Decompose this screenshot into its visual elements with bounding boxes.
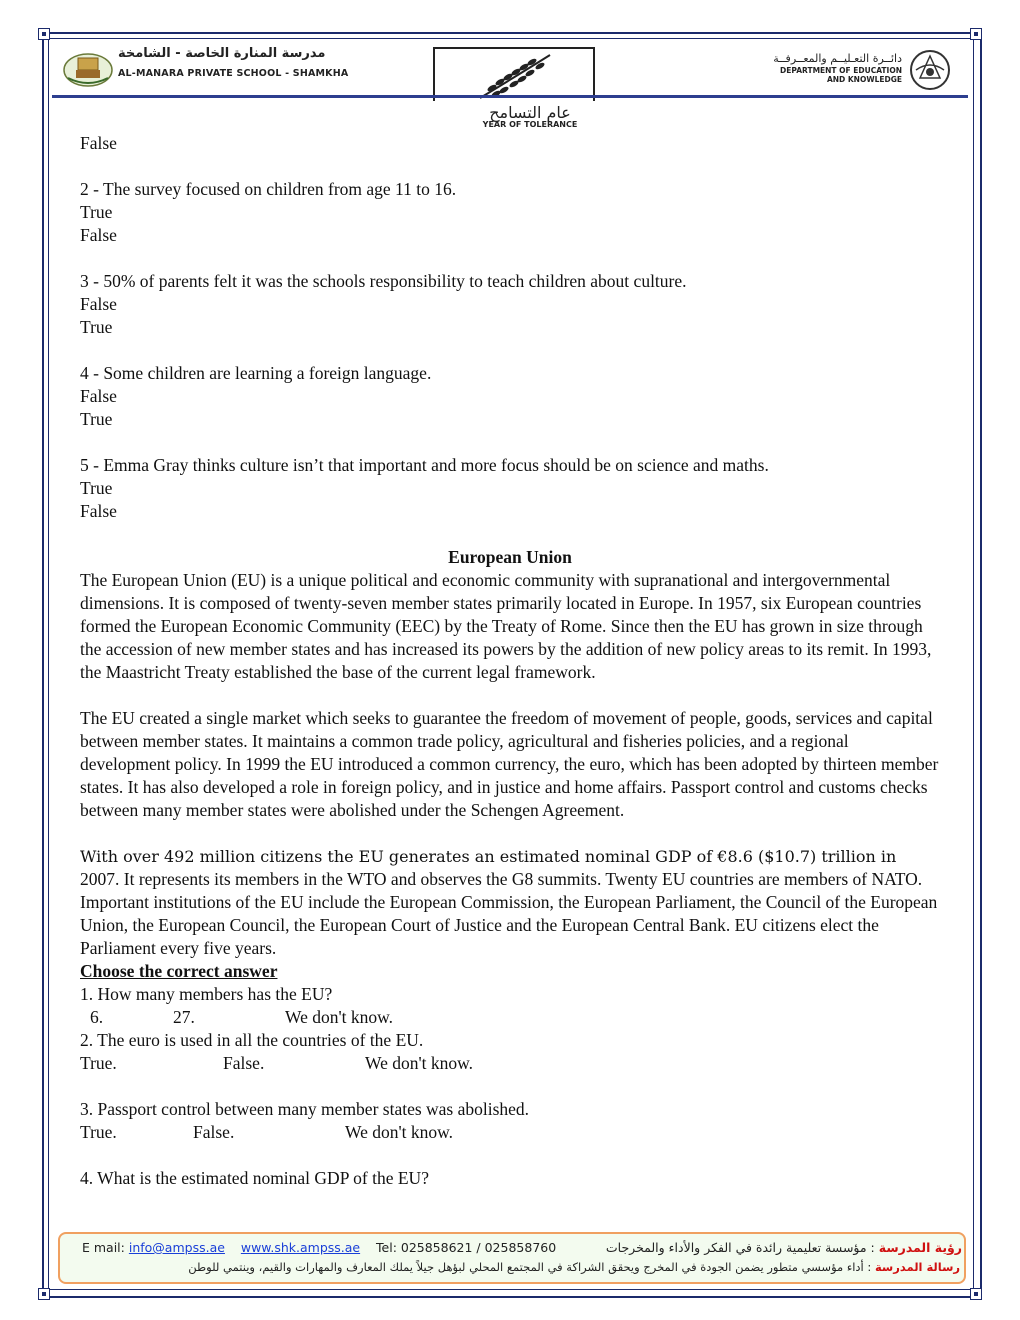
quiz-option: False [80,294,117,314]
article-title: European Union [448,547,572,567]
email-link[interactable]: info@ampss.ae [128,1240,225,1255]
answer-option: True. [80,1122,117,1142]
exercise-question-3: 3. Passport control between many member states was abolished. [80,1099,530,1119]
exercise-options-2 [80,1052,940,1075]
department-name-english-2: AND KNOWLEDGE [826,75,902,84]
exercise-question-1: 1. How many members has the EU? [80,984,333,1004]
corner-ornament [970,1288,982,1300]
article-paragraph-3: 2007. It represents its members in the WTO and observes the G8 summits. Twenty EU countries are members of NATO. Important institutions of the EU include the European Commission, the European Parliament, the Council of the European Union, the European Council, the European Court of Justice and the European Central Bank. EU citizens elect the Parliament every five years. [80,869,938,958]
telephone: Tel: 025858621 / 025858760 [376,1240,557,1255]
email-label: E mail: [82,1240,125,1255]
answer-option: False. [193,1122,235,1142]
quiz-option: True [80,202,113,222]
website-link[interactable]: www.shk.ampss.ae [240,1240,361,1255]
exercise-options-1 [80,1006,940,1029]
corner-ornament [38,28,50,40]
ghaf-tree-icon [470,50,560,100]
quiz-option: True [80,317,113,337]
school-vision [606,1240,962,1255]
year-of-tolerance-english: YEAR OF TOLERANCE [482,120,578,129]
header-divider [52,95,968,98]
mission-label: رسالة المدرسة [874,1260,960,1274]
school-mission [60,1260,960,1274]
quiz-question: 2 - The survey focused on children from age 11 to 16. [80,179,457,199]
quiz-question: 5 - Emma Gray thinks culture isn’t that important and more focus should be on science and maths. [80,455,769,475]
corner-ornament [38,1288,50,1300]
quiz-option: False [80,225,117,245]
article-paragraph-1: The European Union (EU) is a unique political and economic community with supranational and intergovernmental dimensions. It is composed of twenty-seven member states primarily located in Europe. In 1957, six European countries formed the European Economic Community (EEC) by the Treaty of Rome. Since then the EU has grown in size through the accession of new member states and has increased its powers by the addition of new policy areas to its remit. In 1993, the Maastricht Treaty established the base of the current legal framework. [80,570,932,682]
department-name-arabic: دائــرة التعـليــم والمعــرفــة [773,52,902,65]
article-paragraph-2: The EU created a single market which seeks to guarantee the freedom of movement of people, goods, services and capital between member states. It maintains a common trade policy, agricultural and fisheries policies, and a regional development policy. In 1999 the EU introduced a common currency, the euro, which has been adopted by thirteen member states. It has also developed a role in foreign policy, and in justice and home affairs. Passport control and customs checks between many member states were abolished under the Schengen Agreement. [80,708,939,820]
corner-ornament [970,28,982,40]
answer-option: We don't know. [365,1053,474,1073]
answer-option: We don't know. [345,1122,454,1142]
answer-option: True. [80,1053,117,1073]
article-paragraph-3-first-line: With over 492 million citizens the EU generates an estimated nominal GDP of €8.6 ($10.7) trillion in [80,847,897,866]
answer-option: We don't know. [285,1007,394,1027]
exercise-question-2: 2. The euro is used in all the countries of the EU. [80,1030,424,1050]
q1-option-false: False [80,133,117,153]
page-content [80,132,940,1190]
answer-option: 6. [90,1007,104,1027]
year-of-tolerance-arabic: عام التسامح [489,103,571,122]
quiz-option: True [80,478,113,498]
quiz-question: 4 - Some children are learning a foreign language. [80,363,432,383]
school-name-english: AL-MANARA PRIVATE SCHOOL - SHAMKHA [118,68,349,79]
department-name-english-1: DEPARTMENT OF EDUCATION [780,66,902,75]
exercise-options-3 [80,1121,940,1144]
quiz-question: 3 - 50% of parents felt it was the schools responsibility to teach children about culture. [80,271,687,291]
quiz-option: False [80,386,117,406]
quiz-option: True [80,409,113,429]
vision-text: : مؤسسة تعليمية رائدة في الفكر والأداء والمخرجات [605,1240,875,1255]
school-name-arabic: مدرسة المنارة الخاصة - الشامخة [118,46,326,61]
abu-dhabi-emblem-icon [906,48,954,92]
school-logo-icon [62,48,114,88]
answer-option: 27. [173,1007,195,1027]
exercise-question-4: 4. What is the estimated nominal GDP of the EU? [80,1168,429,1188]
vision-label: رؤية المدرسة [878,1240,962,1255]
quiz-option: False [80,501,117,521]
footer-contact-line [82,1240,962,1255]
exercise-heading: Choose the correct answer [80,961,278,981]
mission-text: : أداء مؤسسي متطور يضمن الجودة في المخرج ويحقق الشراكة في المجتمع المحلي لبؤهل جيلاً يملك المعارف والمهارات والقيم، وينتمي للوطن [188,1260,872,1274]
answer-option: False. [223,1053,265,1073]
